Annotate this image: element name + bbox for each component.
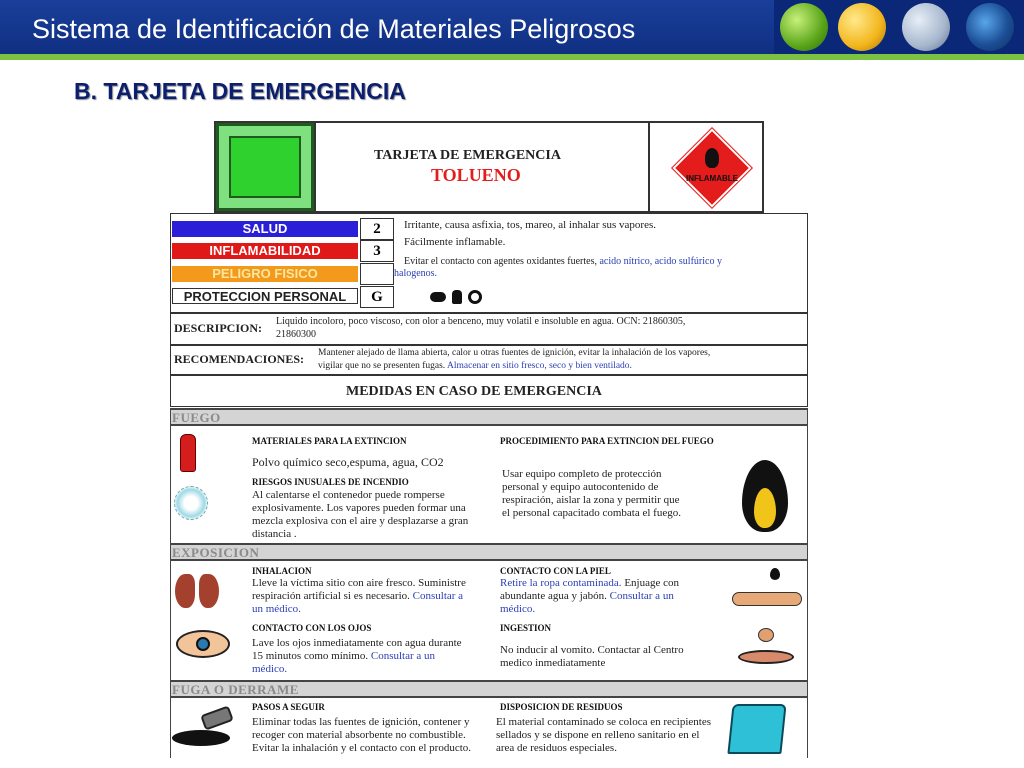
- tools-icon: [902, 3, 950, 51]
- hazard-note-4: halogenos.: [394, 268, 438, 279]
- residuos-heading: DISPOSICION DE RESIDUOS: [500, 702, 623, 712]
- value-salud: 2: [360, 218, 394, 240]
- globe-icon: [966, 3, 1014, 51]
- ingestion-heading: INGESTION: [500, 623, 552, 633]
- piel-heading: CONTACTO CON LA PIEL: [500, 566, 611, 576]
- ojos-heading: CONTACTO CON LOS OJOS: [252, 623, 372, 633]
- diamond-label: INFLAMABLE: [686, 174, 738, 183]
- descripcion-text-2: 21860300: [276, 329, 316, 340]
- recomendaciones-text-2: vigilar que no se presenten fugas. Almacenar en sitio fresco, seco y bien ventilado.: [318, 361, 632, 371]
- header-bar: [0, 0, 1024, 54]
- riesgos-text: Al calentarse el contenedor puede romperse explosivamente. Los vapores pueden formar una mezcla explosiva con el aire y desplazarse a gran distancia .: [252, 489, 469, 540]
- hazard-note-2: Fácilmente inflamable.: [404, 236, 506, 248]
- value-proteccion: G: [360, 286, 394, 308]
- pasos-text: Eliminar todas las fuentes de ignición, contener y recoger con material absorbente no combustible. Evitar la inhalación y el contacto con el producto.: [252, 716, 472, 754]
- gloves-icon: [452, 290, 462, 304]
- hardhat-icon: [838, 3, 886, 51]
- medidas-heading: MEDIDAS EN CASO DE EMERGENCIA: [346, 384, 602, 399]
- descripcion-label: DESCRIPCION:: [174, 321, 263, 335]
- ppe-icons: [430, 290, 492, 304]
- mouth-icon: [734, 628, 798, 668]
- lungs-icon: [175, 568, 219, 610]
- green-square-icon: [216, 123, 314, 211]
- inhalacion-text: Lleve la víctima sitio con aire fresco. Suministre respiración artificial si es necesario. Consultar a un médico.: [252, 577, 466, 615]
- riesgos-heading: RIESGOS INUSUALES DE INCENDIO: [252, 477, 409, 487]
- card-top-divider: [314, 123, 316, 211]
- goggles-icon: [430, 292, 446, 302]
- hazard-note-1: Irritante, causa asfixia, tos, mareo, al inhalar sus vapores.: [404, 219, 656, 231]
- ojos-text: Lave los ojos inmediatamente con agua durante 15 minutos como mínimo. Consultar a un médico.: [252, 637, 462, 675]
- section-title: B. TARJETA DE EMERGENCIA: [74, 78, 406, 104]
- descripcion-text-1: Liquido incoloro, poco viscoso, con olor a benceno, muy volatil e insoluble en agua. OCN: 21860305,: [276, 316, 686, 327]
- band-exposicion: EXPOSICION: [170, 543, 808, 561]
- substance-name: TOLUENO: [431, 165, 521, 185]
- card-left-border: [170, 408, 171, 758]
- flame-icon: [705, 148, 719, 168]
- card-right-border: [807, 408, 808, 758]
- hazard-proteccion: PROTECCION PERSONAL: [172, 288, 358, 304]
- header-accent-line: [0, 54, 1024, 60]
- materiales-heading: MATERIALES PARA LA EXTINCION: [252, 436, 407, 446]
- hazard-inflamabilidad: INFLAMABILIDAD: [172, 243, 358, 259]
- hazard-peligro-fisico: PELIGRO FISICO: [172, 266, 358, 282]
- slide-title: Sistema de Identificación de Materiales Peligrosos: [32, 14, 636, 44]
- residuos-text: El material contaminado se coloca en recipientes sellados y se dispone en relleno sanitario en el area de residuos especiales.: [496, 716, 712, 754]
- piel-text: Retire la ropa contaminada. Enjuage con abundante agua y jabón. Consultar a un médico.: [500, 577, 679, 615]
- mask-icon: [468, 290, 482, 304]
- procedimiento-heading: PROCEDIMIENTO PARA EXTINCION DEL FUEGO: [500, 436, 714, 446]
- hazard-note-3: Evitar el contacto con agentes oxidantes fuertes, acido nítrico, acido sulfúrico y: [404, 256, 722, 267]
- header-icons: [774, 0, 1024, 54]
- band-fuego: FUEGO: [170, 408, 808, 426]
- apple-icon: [780, 3, 828, 51]
- fire-icon: [738, 452, 792, 534]
- recomendaciones-label: RECOMENDACIONES:: [174, 352, 305, 366]
- skin-drop-icon: [730, 566, 804, 612]
- explosion-icon: [174, 486, 208, 520]
- materiales-text: Polvo químico seco,espuma, agua, CO2: [252, 455, 444, 469]
- hazard-salud: SALUD: [172, 221, 358, 237]
- waste-container-icon: [727, 704, 786, 754]
- flammable-diamond: [672, 128, 752, 208]
- eye-icon: [176, 630, 230, 658]
- band-fuga: FUGA O DERRAME: [170, 680, 808, 698]
- value-peligro-fisico: [360, 263, 394, 285]
- recomendaciones-text-1: Mantener alejado de llama abierta, calor u otras fuentes de ignición, evitar la inhalación de los vapores,: [318, 348, 711, 358]
- card-heading: TARJETA DE EMERGENCIA: [374, 148, 561, 163]
- spill-icon: [172, 708, 244, 748]
- value-inflamabilidad: 3: [360, 240, 394, 262]
- inhalacion-heading: INHALACION: [252, 566, 312, 576]
- pasos-heading: PASOS A SEGUIR: [252, 702, 325, 712]
- fire-extinguisher-icon: [180, 434, 196, 472]
- ingestion-text: No inducir al vomito. Contactar al Centro medico inmediatamente: [500, 644, 684, 669]
- procedimiento-text: Usar equipo completo de protección personal y equipo autocontenido de respiración, aislar la zona y permitir que el personal capacitado combata el fuego.: [502, 468, 681, 519]
- card-top-divider-right: [648, 123, 650, 211]
